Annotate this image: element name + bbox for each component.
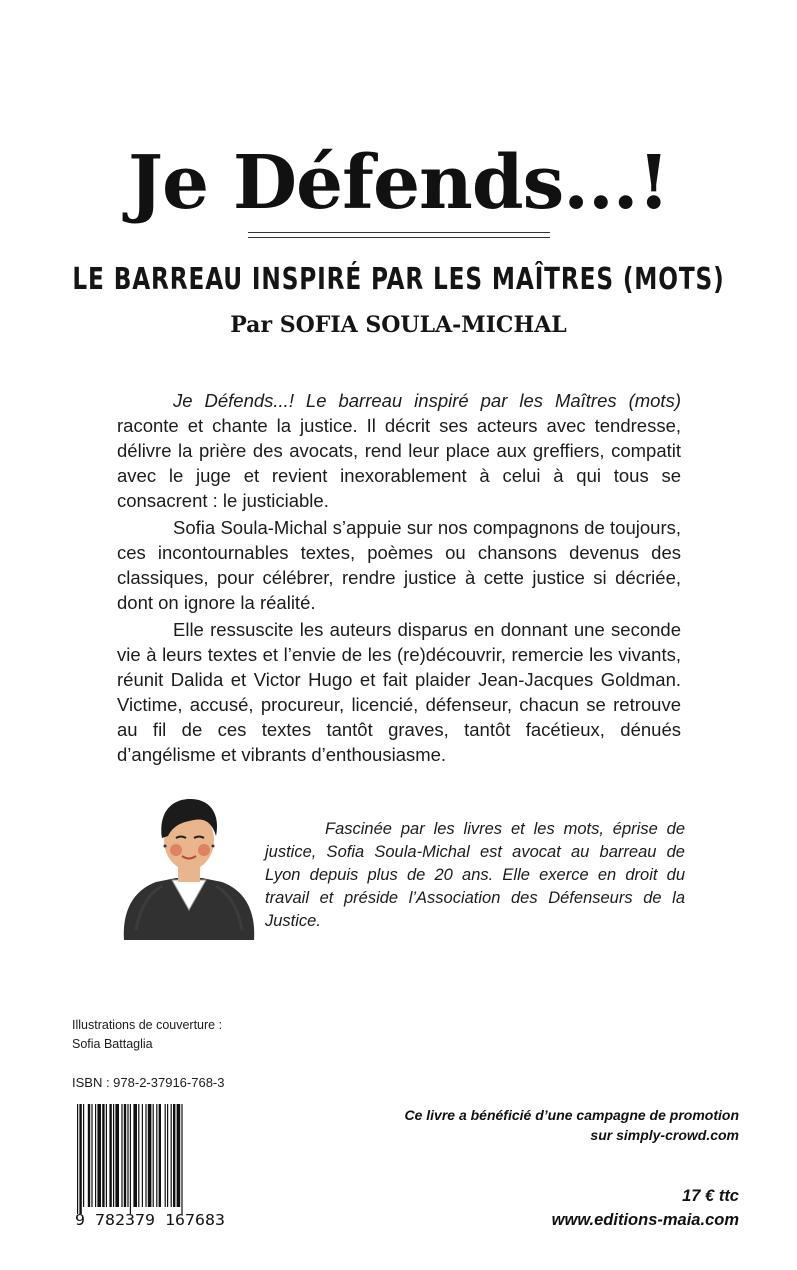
author-portrait-illustration bbox=[116, 790, 262, 950]
barcode-bar bbox=[83, 1104, 84, 1207]
book-price: 17 € ttc bbox=[682, 1187, 739, 1205]
barcode-bar bbox=[145, 1104, 146, 1207]
barcode-bar bbox=[91, 1104, 92, 1207]
isbn-label: ISBN : 978-2-37916-768-3 bbox=[72, 1075, 225, 1090]
description-paragraph-3: Elle ressuscite les auteurs disparus en donnant une seconde vie à leurs textes et l’envie de les (re)découvrir, remercie les vivants, réunit Dalida et Victor Hugo et fait plaider Jean-Jacques Goldman. Victime, accusé, procureur, licencié, défenseur, chacun se retrouve au fil de ces textes tantôt graves, tantôt facétieux, dénués d’angélisme et vibrants d’enthousiasme. bbox=[117, 619, 681, 765]
barcode-bar bbox=[159, 1104, 161, 1207]
book-author: Par SOFIA SOULA-MICHAL bbox=[230, 312, 567, 338]
barcode-bar bbox=[102, 1104, 104, 1207]
barcode-bar bbox=[138, 1104, 139, 1207]
barcode-bar bbox=[165, 1104, 166, 1207]
description-paragraph-1-text: raconte et chante la justice. Il décrit ses acteurs avec tendresse, délivre la prière des avocats, rend leur place aux greffiers, compatit avec le juge et revient inexorablement à celui à qui tous se consacrent : le justiciable. bbox=[117, 415, 681, 511]
barcode-bar bbox=[124, 1104, 126, 1207]
promotion-line-1: Ce livre a bénéficié d’une campagne de promotion bbox=[404, 1107, 739, 1123]
barcode-bar bbox=[130, 1104, 131, 1214]
barcode-bar bbox=[121, 1104, 122, 1207]
isbn-barcode bbox=[73, 1104, 228, 1228]
barcode-bar bbox=[77, 1104, 78, 1214]
barcode-digits: 9 782379 167683 bbox=[75, 1211, 225, 1228]
publisher-website: www.editions-maia.com bbox=[551, 1211, 739, 1229]
illustration-credits bbox=[72, 1016, 222, 1054]
barcode-bar bbox=[113, 1104, 114, 1207]
title-divider bbox=[248, 232, 550, 238]
back-cover-description bbox=[117, 388, 681, 769]
barcode-bar bbox=[127, 1104, 128, 1207]
barcode-bar bbox=[173, 1104, 175, 1207]
barcode-bar bbox=[95, 1104, 96, 1207]
barcode-bar bbox=[97, 1104, 101, 1207]
author-bio bbox=[265, 818, 685, 933]
description-paragraph-2: Sofia Soula-Michal s’appuie sur nos compagnons de toujours, ces incontournables textes, poèmes ou chansons devenus des classiques, pour célébrer, rendre justice à cette justice si décriée, dont on ignore la réalité. bbox=[117, 517, 681, 613]
barcode-bar bbox=[148, 1104, 152, 1207]
book-title: Je Défends...! bbox=[128, 140, 669, 226]
barcode-bar bbox=[142, 1104, 143, 1207]
barcode-bars bbox=[77, 1104, 183, 1214]
promotion-line-2: sur simply-crowd.com bbox=[590, 1127, 739, 1143]
barcode-bar bbox=[153, 1104, 154, 1207]
description-title-reference: Je Défends...! Le barreau inspiré par les Maîtres (mots) bbox=[173, 390, 681, 411]
barcode-bar bbox=[177, 1104, 181, 1207]
barcode-bar bbox=[171, 1104, 172, 1207]
barcode-bar bbox=[115, 1104, 119, 1207]
promotion-notice bbox=[404, 1105, 739, 1145]
book-subtitle: LE BARREAU INSPIRÉ PAR LES MAÎTRES (MOTS) bbox=[72, 262, 725, 297]
price-block bbox=[552, 1184, 739, 1232]
barcode-bar bbox=[156, 1104, 157, 1207]
barcode-bar bbox=[133, 1104, 137, 1207]
barcode-bar bbox=[167, 1104, 168, 1207]
barcode-bar bbox=[88, 1104, 90, 1207]
barcode-bar bbox=[106, 1104, 107, 1207]
barcode-bar bbox=[181, 1104, 182, 1214]
barcode-bar bbox=[79, 1104, 81, 1214]
author-bio-text: Fascinée par les livres et les mots, éprise de justice, Sofia Soula-Michal est avocat au barreau de Lyon depuis plus de 20 ans. Elle exerce en droit du travail et préside l’Association des Défenseurs de la Justice. bbox=[265, 820, 685, 930]
credits-illustrator: Sofia Battaglia bbox=[72, 1037, 153, 1051]
credits-label: Illustrations de couverture : bbox=[72, 1018, 223, 1032]
barcode-bar bbox=[109, 1104, 111, 1207]
description-paragraph-1 bbox=[117, 388, 681, 513]
